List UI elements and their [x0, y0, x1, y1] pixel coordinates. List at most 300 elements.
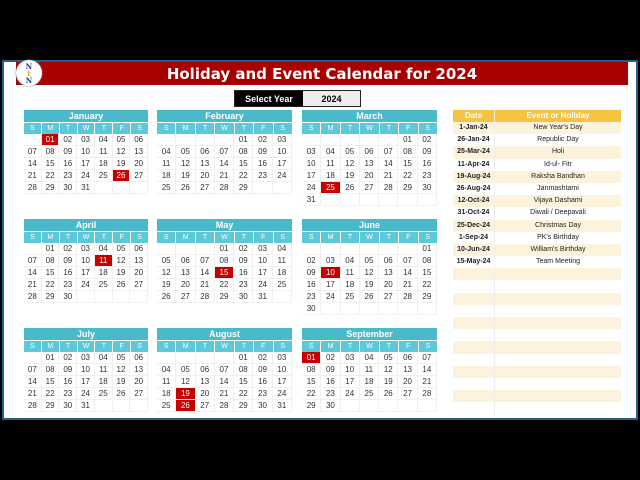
- day-cell[interactable]: 27: [176, 291, 195, 303]
- day-cell[interactable]: 07: [379, 146, 398, 158]
- day-cell[interactable]: 22: [42, 388, 60, 400]
- day-cell[interactable]: 02: [59, 352, 77, 364]
- day-cell[interactable]: 02: [418, 134, 437, 146]
- day-cell[interactable]: 16: [59, 376, 77, 388]
- day-cell[interactable]: 19: [360, 279, 379, 291]
- day-cell-highlighted[interactable]: 25: [321, 182, 340, 194]
- day-cell[interactable]: 25: [95, 170, 113, 182]
- day-cell[interactable]: 04: [360, 352, 379, 364]
- day-cell[interactable]: 07: [418, 352, 437, 364]
- day-cell[interactable]: 01: [42, 352, 60, 364]
- day-cell[interactable]: 16: [253, 158, 272, 170]
- day-cell[interactable]: 02: [302, 255, 321, 267]
- day-cell[interactable]: 06: [398, 352, 417, 364]
- day-cell[interactable]: 18: [95, 376, 113, 388]
- day-cell[interactable]: 27: [130, 170, 148, 182]
- day-cell[interactable]: 07: [24, 364, 42, 376]
- day-cell[interactable]: 26: [113, 388, 131, 400]
- day-cell[interactable]: 30: [253, 400, 272, 412]
- day-cell[interactable]: 20: [130, 158, 148, 170]
- empty-event-row[interactable]: [453, 354, 621, 366]
- day-cell[interactable]: 24: [77, 279, 95, 291]
- day-cell[interactable]: 03: [253, 243, 272, 255]
- day-cell[interactable]: 06: [360, 146, 379, 158]
- event-row[interactable]: [453, 220, 621, 232]
- day-cell[interactable]: 08: [42, 146, 60, 158]
- day-cell[interactable]: 20: [130, 267, 148, 279]
- day-cell[interactable]: 14: [215, 158, 234, 170]
- day-cell[interactable]: 21: [398, 279, 417, 291]
- day-cell[interactable]: 31: [302, 194, 321, 206]
- day-cell[interactable]: 17: [77, 158, 95, 170]
- day-cell[interactable]: 07: [398, 255, 417, 267]
- day-cell-highlighted[interactable]: 26: [176, 400, 195, 412]
- day-cell[interactable]: 18: [273, 267, 292, 279]
- day-cell[interactable]: 13: [379, 267, 398, 279]
- day-cell[interactable]: 10: [273, 146, 292, 158]
- day-cell[interactable]: 21: [215, 170, 234, 182]
- day-cell[interactable]: 06: [176, 255, 195, 267]
- day-cell[interactable]: 21: [379, 170, 398, 182]
- day-cell[interactable]: 27: [196, 182, 215, 194]
- day-cell[interactable]: 03: [302, 146, 321, 158]
- day-cell[interactable]: 13: [398, 364, 417, 376]
- day-cell[interactable]: 24: [253, 279, 272, 291]
- day-cell[interactable]: 03: [341, 352, 360, 364]
- day-cell[interactable]: 16: [253, 376, 272, 388]
- empty-event-row[interactable]: [453, 341, 621, 353]
- day-cell[interactable]: 21: [24, 279, 42, 291]
- day-cell[interactable]: 28: [24, 291, 42, 303]
- day-cell[interactable]: 29: [398, 182, 417, 194]
- day-cell[interactable]: 01: [234, 352, 253, 364]
- day-cell[interactable]: 13: [360, 158, 379, 170]
- day-cell[interactable]: 04: [157, 146, 176, 158]
- day-cell[interactable]: 24: [273, 388, 292, 400]
- day-cell[interactable]: 15: [234, 376, 253, 388]
- day-cell[interactable]: 26: [113, 279, 131, 291]
- day-cell[interactable]: 26: [176, 182, 195, 194]
- day-cell[interactable]: 01: [398, 134, 417, 146]
- day-cell[interactable]: 22: [42, 170, 60, 182]
- day-cell[interactable]: 26: [341, 182, 360, 194]
- day-cell[interactable]: 16: [59, 267, 77, 279]
- empty-event-row[interactable]: [453, 402, 621, 414]
- day-cell[interactable]: 24: [321, 291, 340, 303]
- day-cell[interactable]: 28: [215, 400, 234, 412]
- day-cell[interactable]: 28: [215, 182, 234, 194]
- day-cell[interactable]: 15: [42, 158, 60, 170]
- day-cell[interactable]: 11: [321, 158, 340, 170]
- day-cell[interactable]: 23: [59, 388, 77, 400]
- day-cell[interactable]: 05: [113, 352, 131, 364]
- day-cell[interactable]: 09: [418, 146, 437, 158]
- day-cell[interactable]: 10: [77, 255, 95, 267]
- day-cell[interactable]: 22: [234, 388, 253, 400]
- day-cell[interactable]: 28: [379, 182, 398, 194]
- day-cell[interactable]: 30: [302, 303, 321, 315]
- day-cell[interactable]: 17: [302, 170, 321, 182]
- day-cell[interactable]: 21: [196, 279, 215, 291]
- empty-event-row[interactable]: [453, 329, 621, 341]
- event-row[interactable]: [453, 146, 621, 158]
- day-cell[interactable]: 29: [42, 291, 60, 303]
- day-cell[interactable]: 05: [113, 134, 131, 146]
- day-cell[interactable]: 23: [321, 388, 340, 400]
- event-row[interactable]: [453, 134, 621, 146]
- day-cell[interactable]: 03: [273, 134, 292, 146]
- day-cell[interactable]: 23: [59, 170, 77, 182]
- day-cell[interactable]: 15: [42, 376, 60, 388]
- day-cell[interactable]: 15: [398, 158, 417, 170]
- day-cell[interactable]: 08: [398, 146, 417, 158]
- day-cell[interactable]: 14: [215, 376, 234, 388]
- day-cell[interactable]: 22: [234, 170, 253, 182]
- day-cell-highlighted[interactable]: 01: [302, 352, 321, 364]
- event-row[interactable]: [453, 171, 621, 183]
- day-cell[interactable]: 09: [253, 364, 272, 376]
- empty-event-row[interactable]: [453, 280, 621, 292]
- day-cell[interactable]: 01: [215, 243, 234, 255]
- day-cell[interactable]: 02: [234, 243, 253, 255]
- day-cell[interactable]: 26: [379, 388, 398, 400]
- day-cell[interactable]: 23: [418, 170, 437, 182]
- empty-event-row[interactable]: [453, 293, 621, 305]
- day-cell[interactable]: 07: [24, 146, 42, 158]
- day-cell[interactable]: 09: [253, 146, 272, 158]
- day-cell[interactable]: 04: [95, 243, 113, 255]
- day-cell[interactable]: 05: [360, 255, 379, 267]
- day-cell[interactable]: 25: [95, 388, 113, 400]
- year-selector-input[interactable]: 2024: [303, 91, 360, 106]
- day-cell[interactable]: 28: [398, 291, 417, 303]
- day-cell[interactable]: 25: [360, 388, 379, 400]
- day-cell[interactable]: 29: [234, 400, 253, 412]
- day-cell[interactable]: 18: [360, 376, 379, 388]
- day-cell[interactable]: 20: [360, 170, 379, 182]
- day-cell[interactable]: 09: [321, 364, 340, 376]
- day-cell[interactable]: 29: [215, 291, 234, 303]
- day-cell[interactable]: 23: [253, 170, 272, 182]
- day-cell[interactable]: 19: [113, 267, 131, 279]
- day-cell[interactable]: 19: [113, 376, 131, 388]
- day-cell[interactable]: 21: [24, 388, 42, 400]
- day-cell[interactable]: 05: [113, 243, 131, 255]
- day-cell[interactable]: 07: [215, 146, 234, 158]
- day-cell[interactable]: 05: [176, 146, 195, 158]
- day-cell[interactable]: 12: [113, 255, 131, 267]
- day-cell[interactable]: 19: [157, 279, 176, 291]
- day-cell[interactable]: 04: [321, 146, 340, 158]
- day-cell[interactable]: 12: [113, 146, 131, 158]
- day-cell[interactable]: 23: [253, 388, 272, 400]
- day-cell[interactable]: 14: [24, 267, 42, 279]
- empty-event-row[interactable]: [453, 390, 621, 402]
- day-cell[interactable]: 25: [341, 291, 360, 303]
- day-cell[interactable]: 06: [379, 255, 398, 267]
- day-cell[interactable]: 27: [130, 388, 148, 400]
- day-cell[interactable]: 05: [176, 364, 195, 376]
- day-cell[interactable]: 18: [157, 388, 176, 400]
- day-cell[interactable]: 13: [130, 364, 148, 376]
- day-cell[interactable]: 31: [77, 182, 95, 194]
- day-cell[interactable]: 26: [360, 291, 379, 303]
- day-cell[interactable]: 14: [398, 267, 417, 279]
- event-row[interactable]: [453, 159, 621, 171]
- day-cell[interactable]: 19: [113, 158, 131, 170]
- day-cell[interactable]: 23: [302, 291, 321, 303]
- day-cell[interactable]: 21: [418, 376, 437, 388]
- day-cell[interactable]: 03: [77, 352, 95, 364]
- day-cell[interactable]: 19: [176, 170, 195, 182]
- day-cell[interactable]: 27: [360, 182, 379, 194]
- day-cell[interactable]: 22: [215, 279, 234, 291]
- day-cell[interactable]: 24: [77, 170, 95, 182]
- event-row[interactable]: [453, 122, 621, 134]
- day-cell[interactable]: 10: [253, 255, 272, 267]
- day-cell[interactable]: 27: [379, 291, 398, 303]
- day-cell[interactable]: 18: [95, 267, 113, 279]
- day-cell-highlighted[interactable]: 26: [113, 170, 131, 182]
- day-cell[interactable]: 03: [77, 134, 95, 146]
- day-cell[interactable]: 25: [157, 400, 176, 412]
- day-cell[interactable]: 12: [379, 364, 398, 376]
- day-cell[interactable]: 15: [418, 267, 437, 279]
- day-cell[interactable]: 14: [24, 376, 42, 388]
- day-cell[interactable]: 14: [418, 364, 437, 376]
- day-cell[interactable]: 31: [77, 400, 95, 412]
- day-cell[interactable]: 29: [234, 182, 253, 194]
- day-cell[interactable]: 15: [234, 158, 253, 170]
- day-cell[interactable]: 09: [59, 146, 77, 158]
- day-cell[interactable]: 26: [157, 291, 176, 303]
- day-cell[interactable]: 22: [418, 279, 437, 291]
- day-cell[interactable]: 11: [360, 364, 379, 376]
- day-cell-highlighted[interactable]: 15: [215, 267, 234, 279]
- day-cell[interactable]: 11: [157, 158, 176, 170]
- day-cell[interactable]: 02: [59, 243, 77, 255]
- day-cell[interactable]: 08: [302, 364, 321, 376]
- day-cell[interactable]: 25: [157, 182, 176, 194]
- day-cell[interactable]: 30: [59, 182, 77, 194]
- day-cell[interactable]: 06: [130, 243, 148, 255]
- day-cell[interactable]: 25: [95, 279, 113, 291]
- day-cell[interactable]: 09: [234, 255, 253, 267]
- day-cell[interactable]: 12: [341, 158, 360, 170]
- day-cell[interactable]: 17: [253, 267, 272, 279]
- day-cell[interactable]: 04: [157, 364, 176, 376]
- day-cell[interactable]: 04: [95, 134, 113, 146]
- day-cell[interactable]: 23: [59, 279, 77, 291]
- day-cell[interactable]: 04: [95, 352, 113, 364]
- day-cell[interactable]: 30: [234, 291, 253, 303]
- day-cell[interactable]: 28: [196, 291, 215, 303]
- day-cell[interactable]: 20: [196, 388, 215, 400]
- day-cell[interactable]: 20: [398, 376, 417, 388]
- day-cell[interactable]: 16: [234, 267, 253, 279]
- day-cell[interactable]: 17: [77, 267, 95, 279]
- day-cell[interactable]: 19: [379, 376, 398, 388]
- day-cell[interactable]: 07: [196, 255, 215, 267]
- day-cell[interactable]: 01: [42, 243, 60, 255]
- day-cell[interactable]: 13: [130, 146, 148, 158]
- day-cell[interactable]: 13: [196, 376, 215, 388]
- day-cell[interactable]: 02: [253, 352, 272, 364]
- day-cell[interactable]: 15: [42, 267, 60, 279]
- empty-event-row[interactable]: [453, 305, 621, 317]
- day-cell-highlighted[interactable]: 19: [176, 388, 195, 400]
- day-cell[interactable]: 06: [130, 134, 148, 146]
- day-cell[interactable]: 12: [157, 267, 176, 279]
- event-row[interactable]: [453, 195, 621, 207]
- day-cell[interactable]: 08: [42, 255, 60, 267]
- day-cell[interactable]: 18: [95, 158, 113, 170]
- day-cell[interactable]: 30: [321, 400, 340, 412]
- day-cell-highlighted[interactable]: 10: [321, 267, 340, 279]
- day-cell[interactable]: 22: [398, 170, 417, 182]
- day-cell[interactable]: 31: [253, 291, 272, 303]
- day-cell[interactable]: 08: [234, 364, 253, 376]
- day-cell[interactable]: 23: [234, 279, 253, 291]
- day-cell[interactable]: 12: [176, 376, 195, 388]
- day-cell[interactable]: 16: [418, 158, 437, 170]
- day-cell[interactable]: 09: [302, 267, 321, 279]
- day-cell[interactable]: 11: [341, 267, 360, 279]
- day-cell[interactable]: 10: [302, 158, 321, 170]
- day-cell[interactable]: 20: [176, 279, 195, 291]
- day-cell[interactable]: 17: [321, 279, 340, 291]
- day-cell[interactable]: 17: [77, 376, 95, 388]
- day-cell[interactable]: 06: [196, 146, 215, 158]
- day-cell[interactable]: 03: [273, 352, 292, 364]
- day-cell[interactable]: 06: [196, 364, 215, 376]
- day-cell[interactable]: 27: [398, 388, 417, 400]
- month-header: July: [24, 328, 148, 340]
- empty-event-row[interactable]: [453, 366, 621, 378]
- day-cell[interactable]: 01: [234, 134, 253, 146]
- day-cell[interactable]: 29: [42, 182, 60, 194]
- day-cell[interactable]: 07: [24, 255, 42, 267]
- day-cell[interactable]: 24: [273, 170, 292, 182]
- day-cell[interactable]: 14: [379, 158, 398, 170]
- day-cell[interactable]: 09: [59, 364, 77, 376]
- empty-event-row[interactable]: [453, 378, 621, 390]
- day-cell[interactable]: 03: [321, 255, 340, 267]
- day-cell[interactable]: 04: [341, 255, 360, 267]
- day-cell[interactable]: 24: [341, 388, 360, 400]
- day-cell[interactable]: 01: [418, 243, 437, 255]
- day-cell[interactable]: 08: [418, 255, 437, 267]
- empty-event-row[interactable]: [453, 317, 621, 329]
- day-cell[interactable]: 29: [42, 400, 60, 412]
- day-cell[interactable]: 27: [130, 279, 148, 291]
- day-cell[interactable]: 17: [341, 376, 360, 388]
- day-cell[interactable]: 28: [418, 388, 437, 400]
- day-cell[interactable]: 05: [157, 255, 176, 267]
- day-cell[interactable]: 25: [273, 279, 292, 291]
- day-cell[interactable]: 24: [302, 182, 321, 194]
- empty-event-row[interactable]: [453, 268, 621, 280]
- day-cell[interactable]: 21: [215, 388, 234, 400]
- day-cell[interactable]: 12: [176, 158, 195, 170]
- day-cell[interactable]: 24: [77, 388, 95, 400]
- day-cell[interactable]: 14: [24, 158, 42, 170]
- day-cell[interactable]: 29: [418, 291, 437, 303]
- day-cell-highlighted[interactable]: 01: [42, 134, 60, 146]
- day-cell[interactable]: 11: [157, 376, 176, 388]
- day-cell[interactable]: 10: [273, 364, 292, 376]
- day-cell[interactable]: 18: [341, 279, 360, 291]
- event-row[interactable]: [453, 256, 621, 268]
- day-cell[interactable]: 28: [24, 400, 42, 412]
- event-row[interactable]: [453, 183, 621, 195]
- day-cell[interactable]: 28: [24, 182, 42, 194]
- day-cell[interactable]: 02: [321, 352, 340, 364]
- day-cell[interactable]: 12: [360, 267, 379, 279]
- day-cell[interactable]: 17: [273, 376, 292, 388]
- day-cell[interactable]: 12: [113, 364, 131, 376]
- day-cell[interactable]: 16: [59, 158, 77, 170]
- day-cell[interactable]: 29: [302, 400, 321, 412]
- day-cell[interactable]: 11: [273, 255, 292, 267]
- event-row[interactable]: [453, 244, 621, 256]
- day-cell[interactable]: 07: [215, 364, 234, 376]
- day-cell[interactable]: 11: [95, 364, 113, 376]
- day-cell[interactable]: 10: [341, 364, 360, 376]
- day-cell[interactable]: 10: [77, 364, 95, 376]
- day-cell[interactable]: 18: [157, 170, 176, 182]
- day-cell[interactable]: 08: [234, 146, 253, 158]
- day-cell[interactable]: 17: [273, 158, 292, 170]
- day-cell[interactable]: 09: [59, 255, 77, 267]
- day-cell[interactable]: 20: [130, 376, 148, 388]
- day-cell[interactable]: 13: [196, 158, 215, 170]
- day-cell[interactable]: 02: [59, 134, 77, 146]
- day-cell[interactable]: 22: [302, 388, 321, 400]
- day-cell[interactable]: 13: [176, 267, 195, 279]
- day-cell[interactable]: 06: [130, 352, 148, 364]
- day-cell[interactable]: 18: [321, 170, 340, 182]
- day-cell[interactable]: 05: [379, 352, 398, 364]
- day-cell[interactable]: 15: [302, 376, 321, 388]
- day-cell[interactable]: 13: [130, 255, 148, 267]
- day-cell[interactable]: 16: [302, 279, 321, 291]
- day-cell[interactable]: 14: [196, 267, 215, 279]
- day-cell[interactable]: 20: [379, 279, 398, 291]
- day-cell[interactable]: 04: [273, 243, 292, 255]
- day-cell[interactable]: 31: [273, 400, 292, 412]
- day-cell[interactable]: 02: [253, 134, 272, 146]
- day-cell-highlighted[interactable]: 11: [95, 255, 113, 267]
- day-cell[interactable]: 30: [59, 400, 77, 412]
- day-cell[interactable]: 16: [321, 376, 340, 388]
- day-cell[interactable]: 03: [77, 243, 95, 255]
- day-cell[interactable]: 27: [196, 400, 215, 412]
- day-cell[interactable]: 30: [418, 182, 437, 194]
- day-cell[interactable]: 30: [59, 291, 77, 303]
- day-cell[interactable]: 20: [196, 170, 215, 182]
- day-cell[interactable]: 21: [24, 170, 42, 182]
- day-cell[interactable]: 08: [215, 255, 234, 267]
- event-row[interactable]: [453, 232, 621, 244]
- day-cell[interactable]: 11: [95, 146, 113, 158]
- day-cell[interactable]: 05: [341, 146, 360, 158]
- day-cell[interactable]: 08: [42, 364, 60, 376]
- day-cell[interactable]: 19: [341, 170, 360, 182]
- event-row[interactable]: [453, 207, 621, 219]
- day-cell[interactable]: 10: [77, 146, 95, 158]
- day-cell[interactable]: 22: [42, 279, 60, 291]
